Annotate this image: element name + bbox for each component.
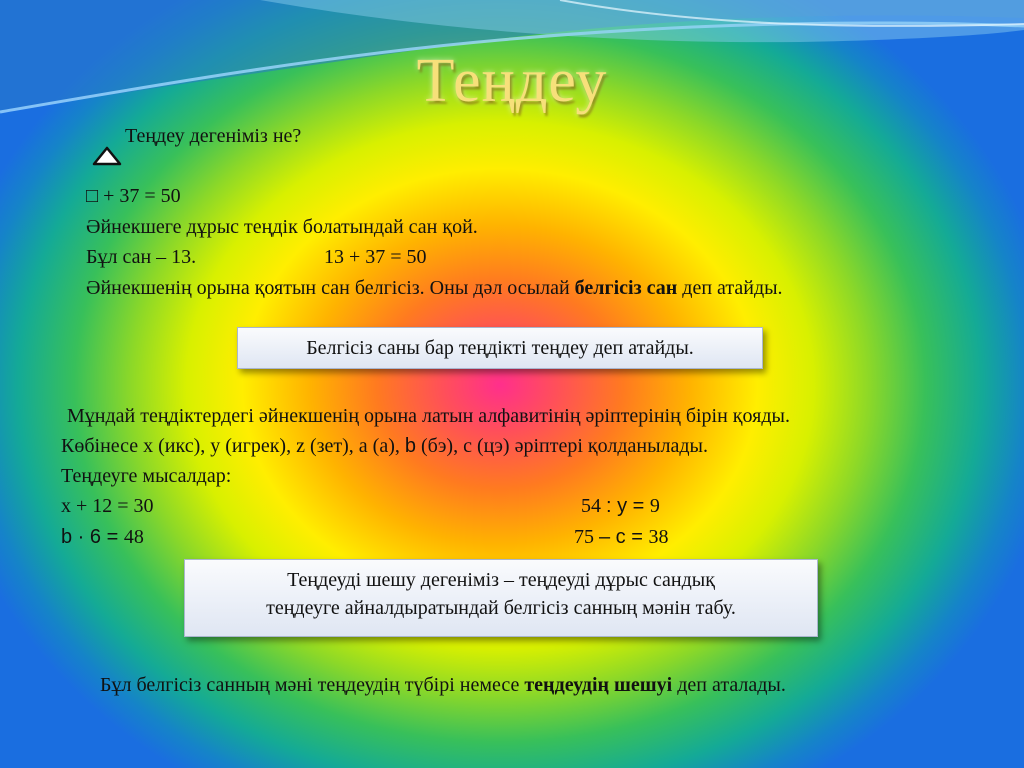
example-equation-4: 75 – с = 38 <box>574 526 669 548</box>
answer-equation: 13 + 37 = 50 <box>324 246 427 268</box>
equation-example: □ + 37 = 50 <box>86 185 181 207</box>
example-equation-1: x + 12 = 30 <box>61 495 154 517</box>
solve-definition-line-2: теңдеуге айналдыратындай белгісіз санның мәнін табу. <box>266 597 736 619</box>
solve-definition-box <box>184 559 818 637</box>
conclusion-text: Бұл белгісіз санның мәні теңдеудің түбірі немесе теңдеудің шешуі деп аталады. <box>100 674 786 696</box>
letter-b: b <box>404 435 417 457</box>
instruction-text: Әйнекшеге дұрыс теңдік болатындай сан қой. <box>86 216 478 238</box>
example-equation-3: b · 6 = 48 <box>61 526 144 548</box>
example-equation-2: 54 : у = 9 <box>581 495 660 517</box>
letters-text: Мұндай теңдіктердегі әйнекшенің орына латын алфавитінің әріптерінің бірін қояды. <box>67 405 790 427</box>
triangle-icon <box>92 146 122 166</box>
question-text: Теңдеу дегеніміз не? <box>125 125 302 147</box>
solve-definition-line-1: Теңдеуді шешу дегеніміз – теңдеуді дұрыс сандық <box>287 569 715 591</box>
unknown-number-term: белгісіз сан <box>574 277 678 299</box>
letters-list-text: Көбінесе x (икс), y (игрек), z (зет), a (а), b (бэ), c (цэ) әріптері қолданылады. <box>61 435 708 457</box>
answer-text: Бұл сан – 13. <box>86 246 197 268</box>
examples-heading: Теңдеуге мысалдар: <box>61 465 232 487</box>
solution-term: теңдеудің шешуі <box>524 674 673 696</box>
definition-box: Белгісіз саны бар теңдікті теңдеу деп атайды. <box>237 327 763 369</box>
slide-title: Теңдеу <box>416 47 608 115</box>
unknown-number-text: Әйнекшенің орына қоятын сан белгісіз. Оны дәл осылай белгісіз сан деп атайды. <box>86 277 783 299</box>
